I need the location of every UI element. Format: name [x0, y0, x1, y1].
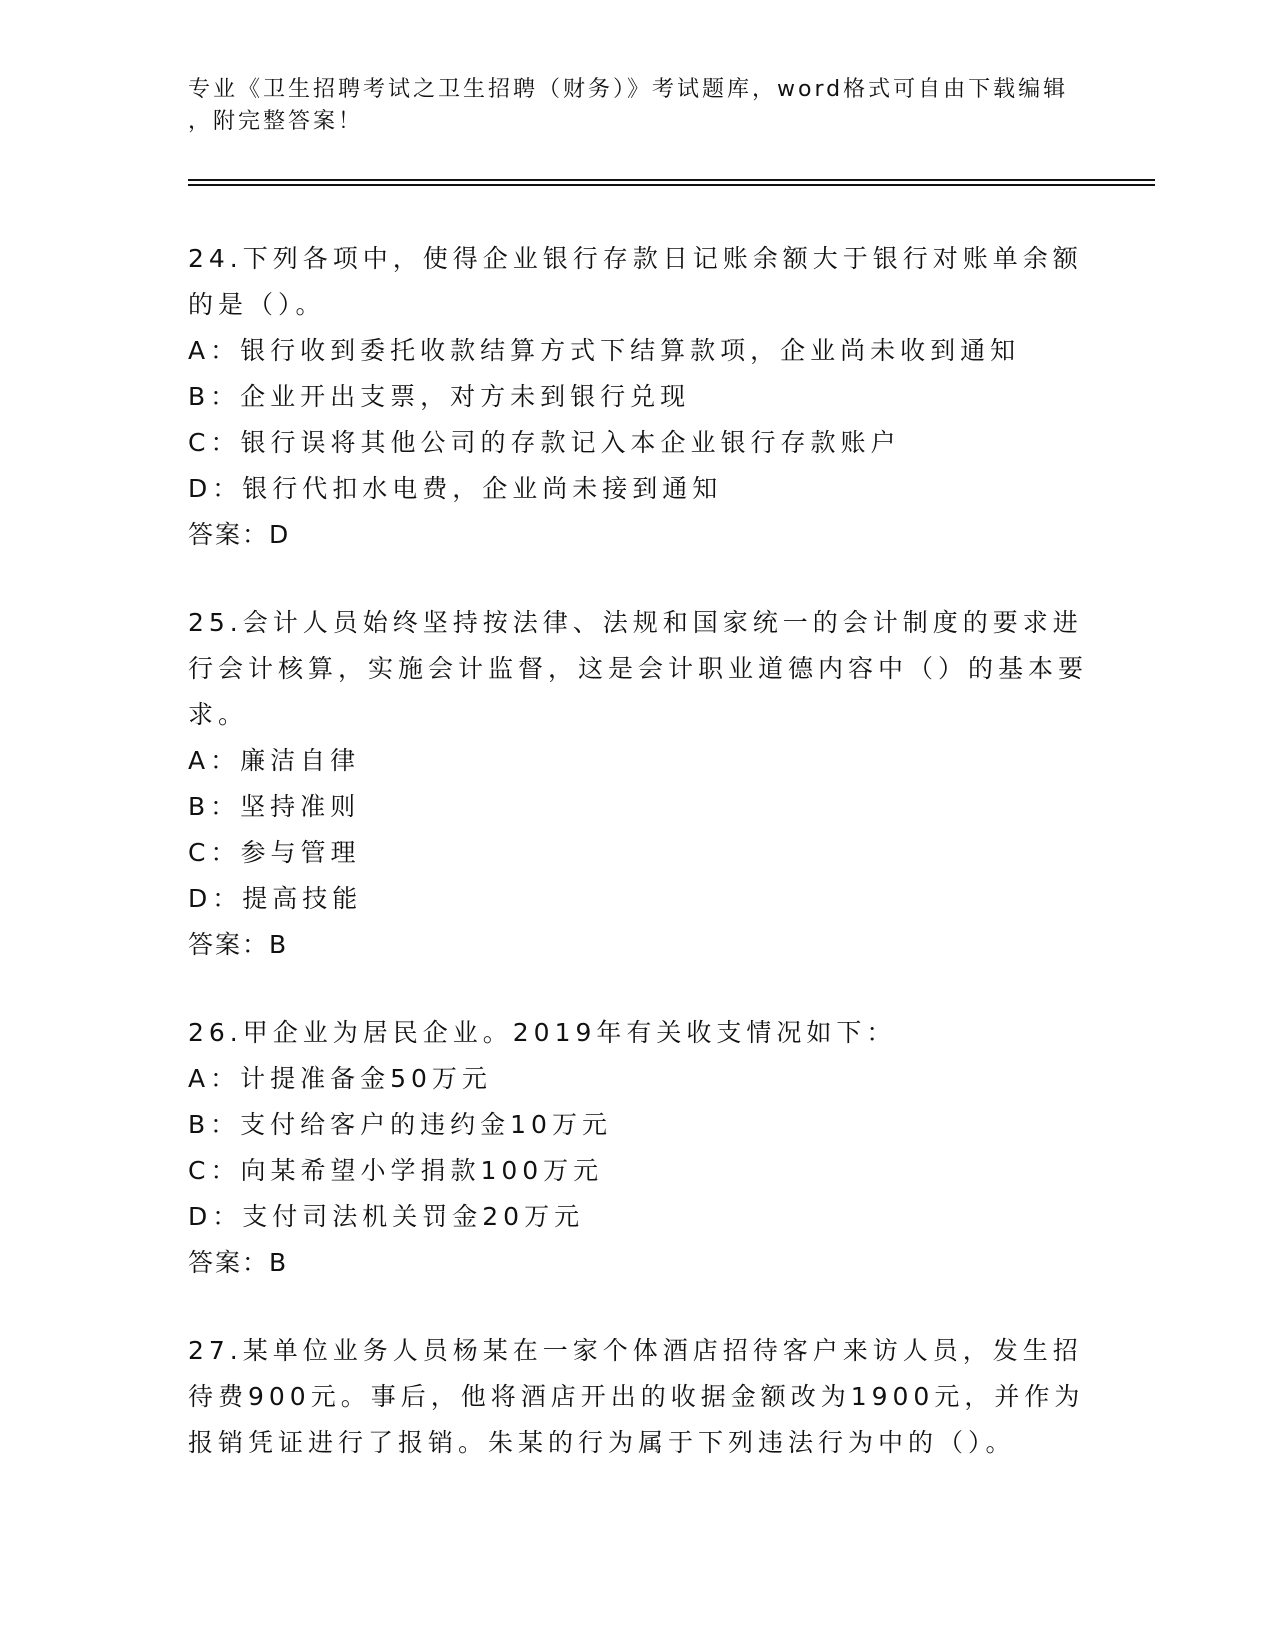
- option-b: B：企业开出支票，对方未到银行兑现: [188, 382, 691, 411]
- option-c: C：银行误将其他公司的存款记入本企业银行存款账户: [188, 428, 901, 457]
- option-b: B：坚持准则: [188, 792, 361, 821]
- question-number: 24.: [188, 244, 243, 273]
- question-number: 25.: [188, 608, 243, 637]
- option-a: A：银行收到委托收款结算方式下结算款项，企业尚未收到通知: [188, 336, 1021, 365]
- option-b: B：支付给客户的违约金10万元: [188, 1110, 612, 1139]
- question-text: [188, 600, 1088, 738]
- question-27: [188, 1328, 1088, 1466]
- question-text: [188, 1010, 1088, 1056]
- answer: 答案：D: [188, 520, 291, 549]
- question-number: 27.: [188, 1336, 243, 1365]
- option-a: A：计提准备金50万元: [188, 1064, 492, 1093]
- question-stem: 某单位业务人员杨某在一家个体酒店招待客户来访人员，发生招待费900元。事后，他将酒店开出的收据金额改为1900元，并作为报销凭证进行了报销。朱某的行为属于下列违法行为中的（）。: [188, 1336, 1085, 1457]
- question-stem: 下列各项中，使得企业银行存款日记账余额大于银行对账单余额的是（）。: [188, 244, 1083, 319]
- question-list: [188, 236, 1088, 1508]
- answer: 答案：B: [188, 930, 289, 959]
- option-a: A：廉洁自律: [188, 746, 361, 775]
- header-rule-bottom: [188, 184, 1155, 186]
- option-d: D：银行代扣水电费，企业尚未接到通知: [188, 474, 723, 503]
- header-rule-top: [188, 179, 1155, 181]
- question-26: [188, 1010, 1088, 1286]
- question-stem: 甲企业为居民企业。2019年有关收支情况如下：: [242, 1018, 897, 1047]
- question-25: [188, 600, 1088, 968]
- question-text: [188, 236, 1088, 328]
- question-stem: 会计人员始终坚持按法律、法规和国家统一的会计制度的要求进行会计核算，实施会计监督，这是会计职业道德内容中（）的基本要求。: [188, 608, 1089, 729]
- question-24: [188, 236, 1088, 558]
- option-d: D：支付司法机关罚金20万元: [188, 1202, 585, 1231]
- document-header: [188, 74, 1088, 138]
- option-c: C：向某希望小学捐款100万元: [188, 1156, 604, 1185]
- option-c: C：参与管理: [188, 838, 361, 867]
- header-line-1: 专业《卫生招聘考试之卫生招聘（财务）》考试题库，word格式可自由下载编辑: [188, 77, 1069, 102]
- question-number: 26.: [188, 1018, 243, 1047]
- option-d: D：提高技能: [188, 884, 363, 913]
- answer: 答案：B: [188, 1248, 289, 1277]
- header-line-2: ，附完整答案！: [188, 109, 364, 134]
- question-text: [188, 1328, 1088, 1466]
